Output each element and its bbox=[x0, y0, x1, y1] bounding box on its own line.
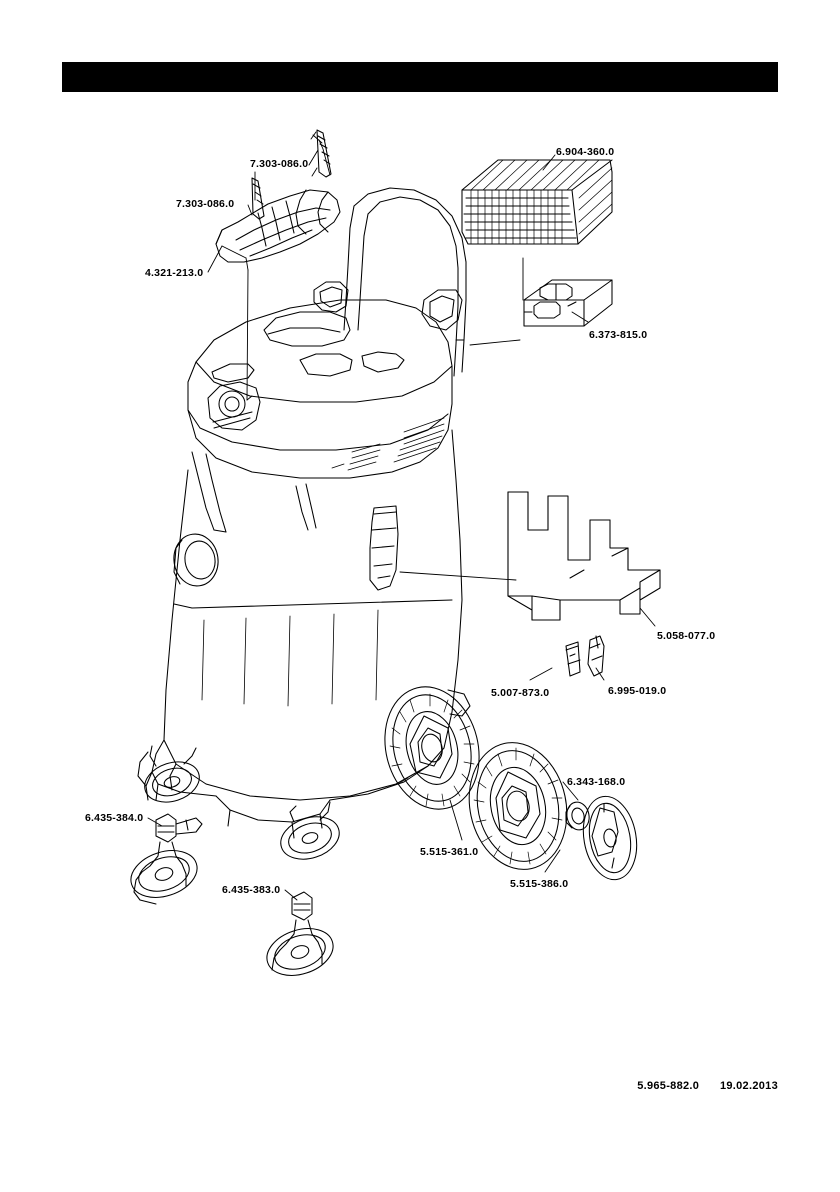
callout-screw-lower: 7.303-086.0 bbox=[176, 198, 235, 210]
callout-filter-holder: 6.373-815.0 bbox=[589, 329, 648, 341]
vacuum-body bbox=[138, 188, 466, 838]
caster-mounted-rear bbox=[275, 802, 344, 866]
callout-wheel-cover: 5.515-386.0 bbox=[510, 878, 569, 890]
bracket-part bbox=[508, 492, 660, 620]
callout-wheel-large: 5.515-361.0 bbox=[420, 846, 479, 858]
caster-braked-part bbox=[125, 814, 203, 905]
footer bbox=[637, 1080, 778, 1092]
filter-holder-part bbox=[524, 280, 612, 326]
callout-small-clip: 5.007-873.0 bbox=[491, 687, 550, 699]
handle-part bbox=[216, 190, 340, 262]
contact-spring-part bbox=[588, 636, 604, 676]
callout-axle-cap: 6.343-168.0 bbox=[567, 776, 626, 788]
axle-cap-part bbox=[564, 800, 591, 832]
callout-flat-pleated-filter: 6.904-360.0 bbox=[556, 146, 615, 158]
callout-screw-upper: 7.303-086.0 bbox=[250, 158, 309, 170]
callout-caster-braked: 6.435-384.0 bbox=[85, 812, 144, 824]
footer-date: 19.02.2013 bbox=[719, 1080, 778, 1092]
caster-plain-part bbox=[261, 892, 339, 983]
wheel-cover-part bbox=[577, 792, 643, 884]
callout-contact-spring: 6.995-019.0 bbox=[608, 685, 667, 697]
wheel-mounted bbox=[372, 677, 491, 820]
flat-pleated-filter-part bbox=[462, 160, 612, 244]
small-clip-part bbox=[566, 642, 580, 676]
callout-caster-plain: 6.435-383.0 bbox=[222, 884, 281, 896]
callout-bracket: 5.058-077.0 bbox=[657, 630, 716, 642]
footer-document-number: 5.965-882.0 bbox=[637, 1080, 700, 1092]
callout-handle: 4.321-213.0 bbox=[145, 267, 204, 279]
